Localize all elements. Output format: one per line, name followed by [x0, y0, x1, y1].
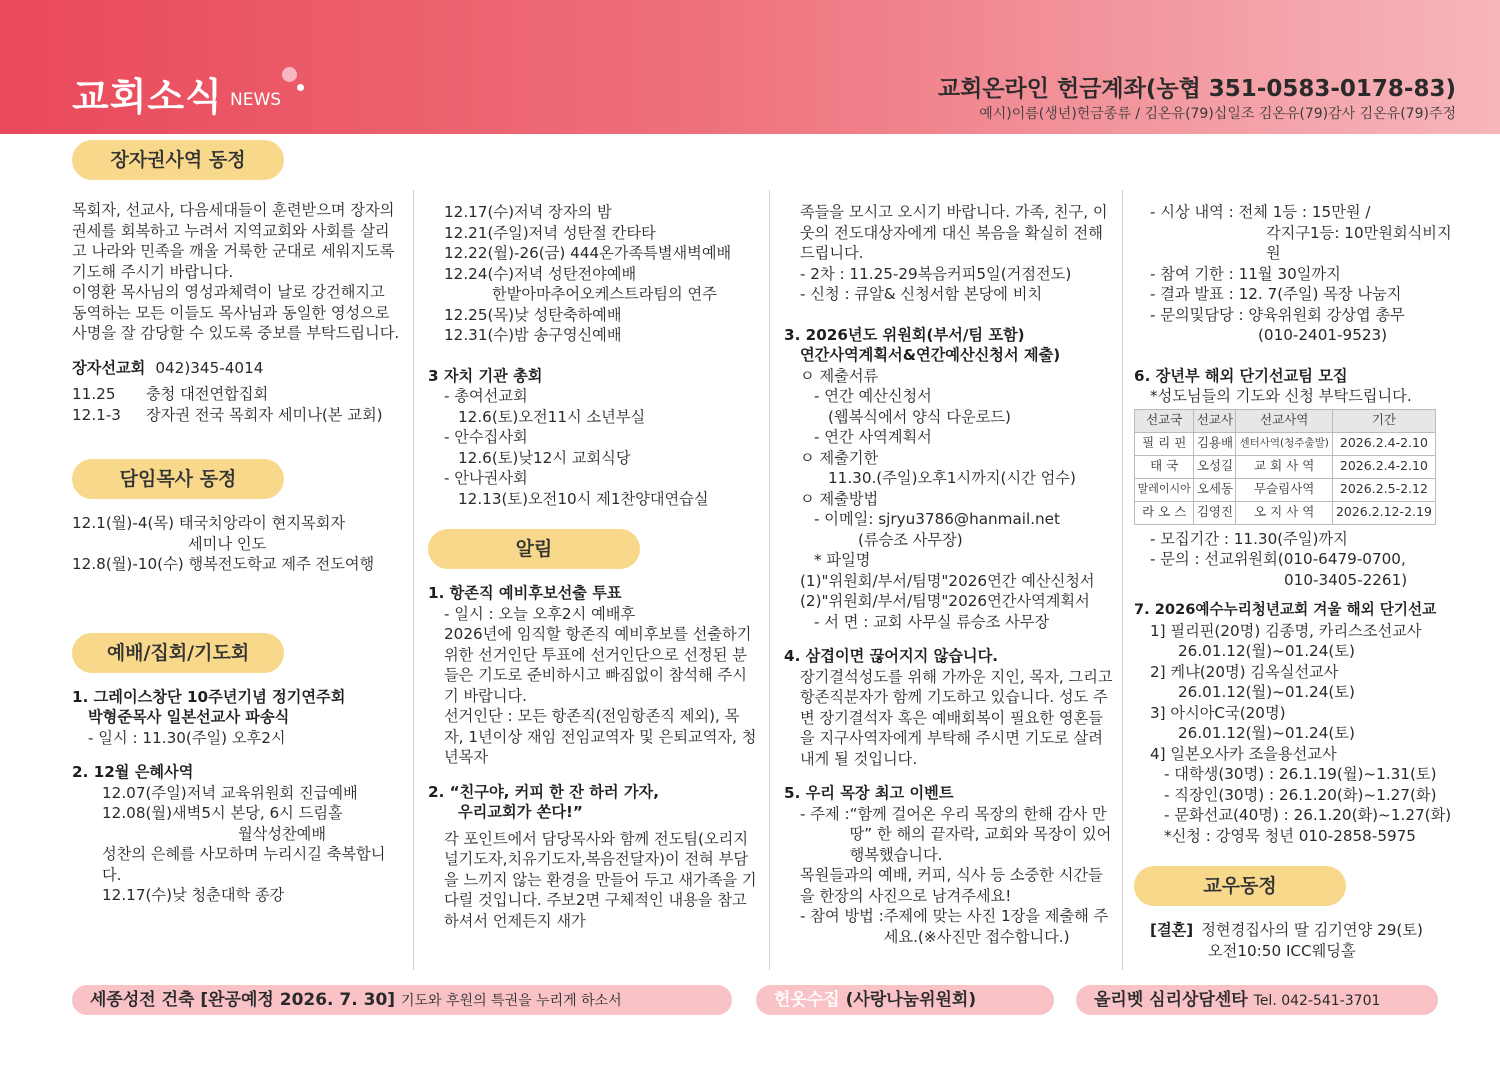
- worship-item-line: - 일시 : 11.30(주일) 오후2시: [88, 728, 286, 747]
- schedule-line: 12.25(목)낮 성탄축하예배: [444, 305, 622, 324]
- event-method: - 참여 방법 : 주제에 맞는 사진 1장을 제출해 주세요.(※사진만 접수합니다.): [800, 907, 1109, 946]
- notice-line: (1)"위원회/부서/팀명"2026연간 예산신청서: [800, 571, 1095, 590]
- pastor-line: 12.8(월)-10(수) 행복전도학교 제주 전도여행: [72, 555, 375, 573]
- counseling-phone: Tel. 042-541-3701: [1253, 993, 1381, 1009]
- notice-line: 1] 필리핀(20명) 김종명, 카리스조선교사: [1150, 621, 1422, 640]
- notice-line: 26.01.12(월)~01.24(토): [1178, 642, 1355, 660]
- notice-line: - 신청 : 큐알& 신청서함 본당에 비치: [800, 285, 1043, 303]
- mission-table: [1134, 409, 1436, 525]
- footer-counseling: [1076, 985, 1438, 1015]
- notice-title: 1. 항존직 예비후보선출 투표: [428, 584, 622, 602]
- worship-item-title: 2. 12월 은혜사역: [72, 763, 194, 781]
- assembly-line: - 안수집사회: [444, 428, 528, 446]
- notice-line: 3] 아시아C국(20명): [1150, 703, 1286, 722]
- notice-title: 3. 2026년도 위원회(부서/팀 포함): [784, 325, 1025, 344]
- assembly-title: 3 자치 기관 총회: [428, 366, 543, 385]
- jangja-event: 12.1-3 장자권 전국 목회자 세미나(본 교회): [72, 405, 383, 424]
- notice-line: 26.01.12(월)~01.24(토): [1178, 683, 1355, 701]
- jangja-event: 11.25 충청 대전연합집회: [72, 385, 269, 403]
- section-title-notice: 알림: [428, 529, 640, 569]
- notice-line: 010-3405-2261): [1284, 570, 1408, 589]
- column-3: [784, 140, 1114, 975]
- column-2: [428, 140, 758, 975]
- clothes-committee: (사랑나눔위원회): [845, 990, 977, 1010]
- schedule-line: 12.17(수)저녁 장자의 밤: [444, 203, 612, 221]
- email-line: - 이메일: sjryu3786@hanmail.net: [814, 510, 1060, 528]
- notice-line: 11.30.(주일)오후1시까지(시간 엄수): [828, 469, 1076, 487]
- column-1: [72, 140, 402, 975]
- notice-line: - 시상 내역 : 전체 1등 : 15만원 /: [1150, 203, 1371, 221]
- table-header-row: 선교국 선교사 선교사역 기간: [1135, 409, 1436, 432]
- notice-title: 우리교회가 쏜다!”: [458, 803, 583, 821]
- notice-line: - 서 면 : 교회 사무실 류승조 사무장: [814, 612, 1050, 631]
- notice-title: 4. 삼겹이면 끊어지지 않습니다.: [784, 647, 999, 665]
- notice-title: 6. 장년부 해외 단기선교팀 모집: [1134, 366, 1348, 385]
- worship-item-title: 1. 그레이스창단 10주년기념 정기연주회: [72, 687, 346, 706]
- notice-line: ㅇ 제출서류: [800, 366, 879, 385]
- jangja-phone: 042)345-4014: [155, 358, 264, 377]
- notice-line: - 연간 예산신청서: [814, 387, 932, 405]
- notice-line: - 문화선교(40명) : 26.1.20(화)~1.27(화): [1164, 806, 1452, 824]
- jangja-paragraph-1: 목회자, 선교사, 다음세대들이 훈련받으며 장자의 권세를 회복하고 누려서 지역교회와 사회를 살리고 나라와 민족을 깨울 거룩한 군대로 세워지도록 기도해 주시기 바랍니다.: [72, 201, 395, 281]
- notice-line: - 대학생(30명) : 26.1.19(월)~1.31(토): [1164, 765, 1437, 783]
- schedule-line: 12.21(주일)저녁 성탄절 칸타타: [444, 223, 656, 242]
- section-title-pastor: 담임목사 동정: [72, 459, 284, 499]
- page-title: 교회소식: [72, 75, 223, 119]
- notice-line: *성도님들의 기도와 신청 부탁드립니다.: [1150, 387, 1412, 405]
- section-title-jangja: 장자권사역 동정: [72, 140, 284, 180]
- clothes-title: 헌옷수집: [774, 990, 840, 1010]
- notice-line: - 일시 : 오늘 오후2시 예배후: [444, 604, 636, 623]
- assembly-line: - 총여선교회: [444, 387, 528, 405]
- pastor-line: 12.1(월)-4(목) 태국치앙라이 현지목회자: [72, 514, 346, 532]
- assembly-line: - 안나권사회: [444, 469, 528, 487]
- notice-line: * 파일명: [814, 551, 871, 569]
- notice-paragraph: 장기결석성도를 위해 가까운 지인, 목자, 그리고 항존직분자가 함께 기도하고 있습니다. 성도 주변 장기결석자 혹은 예배회복이 필요한 영혼들을 지구사역자에게 부탁해 주시면 기도로 살려내게 될 것입니다.: [800, 667, 1113, 768]
- notice-paragraph: 각 포인트에서 담당목사와 함께 전도팀(오리지널기도자,치유기도자,복음전달자)이 전혀 부담을 느끼지 않는 환경을 만들어 두고 새가족을 기다릴 것입니다. 주보2면 구체적인 내용을 참고하셔서 언제든지 새가: [444, 829, 757, 930]
- notice-title: 5. 우리 목장 최고 이벤트: [784, 784, 954, 802]
- wedding-news: [결혼] 정현경집사의 딸 김기연양 29(토): [1150, 921, 1423, 939]
- footer-clothes: [756, 985, 1054, 1015]
- notice-paragraph: 2026년에 임직할 항존직 예비후보를 선출하기 위한 선거인단 투표에 선거인단으로 선정된 분들은 기도로 준비하시고 빠짐없이 참석해 주시기 바랍니다.: [444, 625, 752, 705]
- notice-line: - 결과 발표 : 12. 7(주일) 목장 나눔지: [1150, 285, 1402, 303]
- header-banner: [0, 0, 1500, 134]
- column-divider: [413, 190, 414, 970]
- notice-line: - 2차 : 11.25-29복음커피5일(거점전도): [800, 264, 1072, 283]
- jangja-church-name: 장자선교회: [72, 358, 146, 377]
- column-4: [1134, 140, 1464, 975]
- notice-line: - 직장인(30명) : 26.1.20(화)~1.27(화): [1164, 785, 1437, 804]
- notice-paragraph: 족들을 모시고 오시기 바랍니다. 가족, 친구, 이웃의 전도대상자에게 대신 복음을 확실히 전해드립니다.: [800, 203, 1108, 262]
- notice-line: ㅇ 제출방법: [800, 489, 879, 508]
- event-theme: - 주제 : “함께 걸어온 우리 목장의 한해 감사 만땅” 한 해의 끝자락, 교회와 목장이 있어 행복했습니다.: [800, 804, 1112, 864]
- worship-item-line: 성찬의 은혜를 사모하며 누리시길 축복합니다.: [102, 845, 386, 884]
- offering-example: 예시)이름(생년)헌금종류 / 김온유(79)십일조 김온유(79)감사 김온유(79)주정: [979, 106, 1456, 122]
- table-row: 말레이시아 오세동 무슬림사역 2026.2.5-2.12: [1135, 478, 1436, 501]
- pastor-line: 세미나 인도: [188, 534, 267, 553]
- table-row: 태 국 오성길 교 회 사 역 2026.2.4-2.10: [1135, 455, 1436, 478]
- assembly-line: 12.6(토)낮12시 교회식당: [458, 448, 631, 467]
- notice-title: 연간사역계획서&연간예산신청서 제출): [800, 346, 1061, 364]
- notice-paragraph: 목원들과의 예배, 커피, 식사 등 소중한 시간들을 한장의 사진으로 남겨주세요!: [800, 866, 1103, 905]
- worship-item-line: 12.07(주일)저녁 교육위원회 진급예배: [102, 783, 358, 802]
- decor-dot-icon: [282, 67, 297, 82]
- notice-line: 26.01.12(월)~01.24(토): [1178, 724, 1355, 742]
- notice-line: - 문의 : 선교위원회(010-6479-0700,: [1150, 550, 1406, 568]
- notice-line: - 연간 사역계획서: [814, 428, 932, 446]
- jangja-contact: [72, 358, 402, 379]
- table-row: 필 리 핀 김용배 센터사역(청주출발) 2026.2.4-2.10: [1135, 432, 1436, 455]
- notice-line: - 모집기간 : 11.30(주일)까지: [1150, 529, 1348, 548]
- notice-line: (웹복식에서 양식 다운로드): [828, 407, 1011, 426]
- column-divider: [769, 190, 770, 970]
- offering-account: 교회온라인 헌금계좌(농협 351-0583-0178-83): [937, 76, 1456, 102]
- worship-item-line: 12.08(월)새벽5시 본당, 6시 드림홀: [102, 804, 343, 822]
- construction-sub: 기도와 후원의 특권을 누리게 하소서: [401, 993, 622, 1009]
- worship-item-line: 12.17(수)낮 청춘대학 종강: [102, 886, 285, 904]
- notice-line: 각지구1등: 10만원회식비지원: [1266, 223, 1452, 262]
- counseling-title: 올리벳 심리상담센타: [1094, 990, 1248, 1010]
- notice-line: ㅇ 제출기한: [800, 448, 879, 467]
- notice-line: (010-2401-9523): [1258, 326, 1388, 344]
- notice-line: *신청 : 강영묵 청년 010-2858-5975: [1164, 826, 1416, 845]
- decor-small-dot-icon: [297, 84, 304, 91]
- section-title-members: 교우동정: [1134, 866, 1346, 906]
- worship-item-line: 월삭성찬예배: [238, 824, 327, 843]
- worship-item-title: 박형준목사 일본선교사 파송식: [88, 708, 290, 726]
- notice-line: 4] 일본오사카 조을용선교사: [1150, 744, 1337, 763]
- notice-line: 2] 케냐(20명) 김옥실선교사: [1150, 662, 1339, 681]
- section-title-worship: 예배/집회/기도회: [72, 633, 284, 673]
- news-label: NEWS: [230, 90, 282, 110]
- jangja-paragraph-2: 이영환 목사님의 영성과체력이 날로 강건해지고 동역하는 모든 이들도 목사님과 동일한 영성으로 사명을 잘 감당할 수 있도록 중보를 부탁드립니다.: [72, 283, 400, 342]
- notice-line: (류승조 사무장): [858, 530, 963, 549]
- notice-title: 2. “친구야, 커피 한 잔 하러 가자,: [428, 782, 659, 801]
- schedule-line: 12.24(수)저녁 성탄전야예배: [444, 264, 637, 283]
- schedule-line: 12.22(월)-26(금) 444온가족특별새벽예배: [444, 244, 732, 262]
- assembly-line: 12.13(토)오전10시 제1찬양대연습실: [458, 489, 709, 508]
- notice-line: - 참여 기한 : 11월 30일까지: [1150, 264, 1341, 283]
- wedding-news-line: 오전10:50 ICC웨딩홀: [1208, 941, 1356, 960]
- column-divider: [1122, 190, 1123, 970]
- notice-title: 7. 2026예수누리청년교회 겨울 해외 단기선교: [1134, 601, 1437, 618]
- notice-line: (2)"위원회/부서/팀명"2026연간사역계획서: [800, 592, 1090, 610]
- schedule-line: 12.31(수)밤 송구영신예배: [444, 326, 622, 344]
- notice-line: - 문의및담당 : 양육위원회 강상엽 총무: [1150, 305, 1405, 324]
- notice-paragraph: 선거인단 : 모든 항존직(전임항존직 제외), 목자, 1년이상 재임 전임교역자 및 은퇴교역자, 청년목자: [444, 707, 757, 766]
- construction-title: 세종성전 건축 [완공예정 2026. 7. 30]: [90, 990, 396, 1010]
- assembly-line: 12.6(토)오전11시 소년부실: [458, 407, 646, 426]
- table-row: 라 오 스 김영진 오 지 사 역 2026.2.12-2.19: [1135, 501, 1436, 524]
- footer-construction: [72, 985, 732, 1015]
- schedule-line: 한밭아마추어오케스트라팀의 연주: [492, 285, 717, 303]
